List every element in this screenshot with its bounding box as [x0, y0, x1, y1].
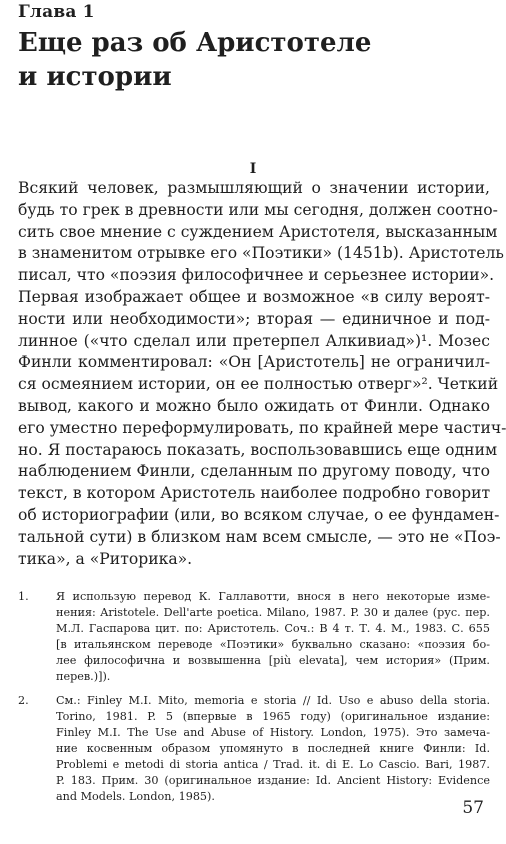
body-line: будь то грек в древности или мы сегодня, должен соотно- [18, 200, 498, 219]
body-line: Всякий человек, размышляющий о значении истории, [18, 179, 490, 197]
body-line: в знаменитом отрывке его «Поэтики» (1451b). Аристотель [18, 244, 504, 263]
body-line: Финли комментировал: «Он [Аристотель] не ограничил- [18, 353, 490, 372]
footnote-line: Я использую перевод К. Галлавотти, внося в него некоторые изме- [56, 590, 490, 603]
chapter-title [18, 26, 488, 94]
footnote-number: 1. [18, 590, 29, 603]
footnote-line: См.: Finley M.I. Mito, memoria e storia // Id. Uso e abuso della storia. [56, 694, 490, 707]
body-line: ности или необходимости»; вторая — единичное и под- [18, 309, 490, 328]
footnote-line: Problemi e metodi di storia antica / Trad. it. di E. Lo Cascio. Bari, 1987. [56, 758, 490, 771]
footnote-line: ние косвенным образом упомянуто в последней книге Финли: Id. [56, 742, 490, 755]
body-line: сить свое мнение с суждением Аристотеля, высказанным [18, 222, 498, 241]
body-line: Первая изображает общее и возможное «в силу вероят- [18, 287, 490, 306]
chapter-title-line: и истории [18, 62, 172, 92]
footnote-line: and Models. London, 1985). [56, 790, 215, 803]
body-line: вывод, какого и можно было ожидать от Финли. Однако [18, 396, 490, 415]
chapter-label: Глава 1 [18, 2, 95, 22]
body-line: ся осмеянием истории, он ее полностью отверг»². Четкий [18, 375, 499, 394]
footnote-line: [в итальянском переводе «Поэтики» буквально сказано: «поэзия бо- [56, 638, 490, 651]
footnotes [18, 589, 490, 813]
footnote [18, 589, 490, 685]
body-line: тика», а «Риторика». [18, 549, 193, 568]
footnote-line: P. 183. Прим. 30 (оригинальное издание: Id. Ancient History: Evidence [56, 774, 490, 787]
footnote-line: М.Л. Гаспарова цит. по: Аристотель. Соч.: В 4 т. Т. 4. М., 1983. С. 655 [56, 622, 490, 635]
page-number: 57 [462, 798, 484, 818]
footnote [18, 693, 490, 805]
body-line: писал, что «поэзия философичнее и серьезнее истории». [18, 266, 495, 285]
section-number: I [249, 161, 257, 177]
body-paragraph [18, 178, 506, 570]
body-line: линное («что сделал или претерпел Алкивиад»)¹. Мозес [18, 331, 490, 350]
footnote-line: перев.)]). [56, 670, 111, 683]
footnote-line: Torino, 1981. P. 5 (впервые в 1965 году) (оригинальное издание: [56, 710, 490, 723]
chapter-title-line: Еще раз об Аристотеле [18, 28, 372, 58]
body-line: текст, в котором Аристотель наиболее подробно говорит [18, 484, 491, 503]
body-line: но. Я постараюсь показать, воспользовавшись еще одним [18, 440, 498, 459]
body-line: наблюдением Финли, сделанным по другому поводу, что [18, 462, 490, 481]
footnote-number: 2. [18, 694, 29, 707]
footnote-line: Finley M.I. The Use and Abuse of History. London, 1975). Это замеча- [56, 726, 490, 739]
footnote-line: нения: Aristotele. Dell'arte poetica. Milano, 1987. P. 30 и далее (рус. пер. [56, 606, 490, 619]
body-line: тальной сути) в близком нам всем смысле, — это не «Поэ- [18, 527, 501, 546]
body-line: об историографии (или, во всяком случае, о ее фундамен- [18, 505, 500, 524]
body-line: его уместно переформулировать, по крайней мере частич- [18, 418, 506, 437]
footnote-line: лее философична и возвышенна [più elevata], чем история» (Прим. [56, 654, 490, 667]
